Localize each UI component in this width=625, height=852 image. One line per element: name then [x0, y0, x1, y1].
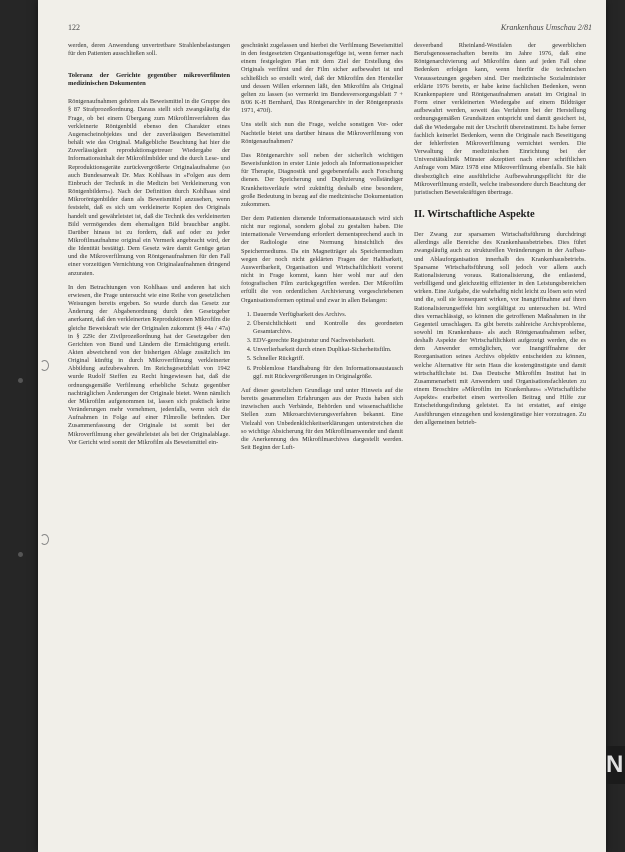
column2-paragraph: Der dem Patienten dienende Informationsaustausch wird sich nicht nur regional, sondern global zu gestalten haben. Die internationale Verwendung erfordert dementsprechend auch in der Radiologie eine Normung hinsichtlich des Speichermediums. Da ein Magnetträger als Speichermedium wegen der noch nicht geklärten Fragen der Haltbarkeit, Auswertbarkeit, Organisation und Wirtschaftlichkeit vorerst nicht in Frage kommt, kann hier wohl nur auf den fotografischen Film zurückgegriffen werden. Der Mikrofilm erfüllt die von ordentlichen Archivierung vorgeschriebenen Organisationsformen optimal und zwar in allen Belangen:	[241, 214, 403, 304]
list-item: 6. Problemlose Handhabung für den Informationsaustausch ggf. mit Rückvergrößerungen in Originalgröße.	[253, 365, 403, 381]
section-heading-economic-aspects: II. Wirtschaftliche Aspekte	[414, 208, 535, 220]
column2-paragraph: geschränkt zugelassen und hierbei die Verfilmung Beweismittel in den festgesetzten Organisationsgefüge ist, wenn ferner nach einem festgelegten Plan mit dem Ziel der Erstellung des Originals verfilmt und der Film sicher aufbewahrt ist und schließlich so erstellt wird, daß der Mikrofilm den Hersteller und dessen Willen erkennen läßt, den Mikrofilm als Original gelten zu lassen (so vermerkt im Bundesversorgungsblatt 7 + 8/06 K-H Bernhard, Das Röntgenarchiv in der Röntgenpraxis 1971, 470f).	[241, 42, 403, 115]
running-title: Krankenhaus Umschau 2/81	[500, 23, 592, 32]
edge-tape-label: N	[606, 746, 625, 784]
text-column-3	[414, 42, 586, 842]
column1-paragraph: In den Betrachtungen von Kohlhaas und anderen hat sich erwiesen, die Frage untersucht wie eine Reihe von gesetzlichen Weisungen bereits ergeben. So wurde durch das Gesetz zur Änderung der Abgabenordnung durch den Gesetzgeber anerkannt, daß den verkleinerten Reproduktionen Mikrofilm die gleiche Beweiskraft wie der Originalen zukommt (§ 44a / 47a) in § 229c der Zivilprozeßordnung hat der Gesetzgeber den Gerichten von Bund und Ländern die Ermächtigung erteilt. Akten abweichend von der bisherigen Ablage zusätzlich im Original künftig in durch Mikroverfilmung verkleinerter Abbildung aufzubewahren. Im Reichsgesetzblatt von 1942 wurde Rudolf Steffen zu Recht hingewiesen hat, daß die ordnungsgemäße Verfilmung erhebliche Schutz gegenüber nachträglichen Änderungen der Originale bietet. Wenn nämlich der Mikrofilm aufgenommen ist, lassen sich praktisch keine Veränderungen mehr vornehmen, jedenfalls, wenn sich die Aufnahmen in Folge auf einer Filmrolle befinden. Der Zusammenfassung der Originale ist somit bei der Mikroverfilmung eher gewährleistet als bei der Originalablage. Vor Gericht wird somit der Mikrofilm als Beweismittel ein-	[68, 283, 230, 446]
column1-intro: werden, deren Anwendung unvertretbare Strahlenbelastungen für den Patienten ausschließen soll.	[68, 42, 230, 58]
list-item: 1. Dauernde Verfügbarkeit des Archivs.	[253, 311, 403, 319]
scan-edge-mark	[18, 552, 23, 557]
column2-paragraph: Das Röntgenarchiv soll neben der sicherlich wichtigen Beweisfunktion in erster Linie jedoch als Informationsspeicher für Therapie, Diagnostik und gegebenenfalls auch Forschung dienen. Der Speicherung und Duplizierung vollständiger Krankheitsverläufe wird zukünftig deshalb eine besondere, große Bedeutung in bezug auf die medizinische Dokumentation zukommen.	[241, 151, 403, 208]
list-item: 5. Schneller Rückgriff.	[253, 355, 403, 363]
archive-benefits-list	[241, 311, 403, 381]
list-item: 4. Unverlierbarkeit durch einen Duplikat-Sicherheitsfilm.	[253, 346, 403, 354]
section-heading-tolerance: Toleranz der Gerichte gegenüber mikroverfilmten medizinischen Dokumenten	[68, 72, 230, 88]
text-column-2	[241, 42, 403, 842]
column2-paragraph: Auf dieser gesetzlichen Grundlage und unter Hinweis auf die bereits gesammelten Erfahrungen aus der Praxis haben sich inzwischen auch Verbände, Behörden und wissenschaftliche Stellen zum Mikroarchivierungsverfahren bekannt. Eine Vielzahl von Unbedenklichkeitserklärungen unterstreichen die so wichtige Absicherung für den Mikrofilmanwender und damit die Anerkennung des Mikrofilmarchives dargestellt werden. Seit Beginn der Luft-	[241, 386, 403, 452]
document-page	[38, 0, 606, 852]
binder-hole-mark	[40, 534, 49, 545]
text-column-1	[68, 42, 230, 842]
column3-paragraph: desverband Rheinland-Westfalen der gewerblichen Berufsgenossenschaften bereits im Jahre 1976, daß eine Röntgenarchivierung auf Mikrofilm dann auf jeden Fall ohne Bedenken erfolgen kann, wenn hierfür die technischen Voraussetzungen gegeben sind. Der medizinische Sozialminister erklärte 1976 bereits, er habe keine fachlichen Bedenken, wenn Krankenpapiere und Röntgenaufnahmen anstatt im Original in Form einer verkleinerten Wiedergabe auf einem Bildträger aufbewahrt werden, soweit das Verfahren bei der Herstellung ordnungsgemäßen Grundsätzen entspricht und damit gesichert ist, daß die Wiedergabe mit der Urschrift übereinstimmt. Es habe ferner fachlich keinerlei Bedenken, wenn die Originale nach Beseitigung der fehlerfreien Mikroverfilmung vernichtet werden. Die Verwaltung der medizinischen Einrichtung bei der Universitätsklinik Münster akzeptiert nach einer schriftlichen Anfrage vom März 1978 eine Mikroverfilmung ebenfalls. Sie hält diesbezüglich eine ausführliche Aufbewahrungspflicht für die Mikroverfilmung erstellt, welche insbesondere durch Beachtung der juristischen Beweiskräftigen übertrage.	[414, 42, 586, 196]
column1-paragraph: Röntgenaufnahmen gehören als Beweismittel in die Gruppe des § 87 Strafprozeßordnung. Daraus stellt sich zwangsläufig die Frage, ob bei einem Übergang zum Mikrofilmverfahren das verkleinerte Röntgenbild ebenso den Charakter eines Augenscheinobjektes und der zuverlässigen Beweismittel behält wie das Original. Maßgebliche Beachtung hat hier die Zuverlässigkeit reproduktionsgetreuer Wiedergabe der Informationsinhalt der Mikrofilmbilder und die durch Lese- und Reproduktionsgeräte zurückvergrößerte Originalaufnahme (so auch Bundesanwalt Dr. Max Kohlhaas in »Folgen aus dem Einbruch der Technik in die Medizin bei Verkleinerung von Röntgenbildern«). Nach der Definition durch Kohlhaas sind Mikroröntgenbilder dann als Beweismittel anzusehen, wenn feststeht, daß es sich um verkleinerte Kopien des Originals handelt und gewährleistet ist, daß die Technik des verkleinerten Bild vermögendes dem ehemaligen Bild brauchbar angibt. Darüber hinaus ist zu fordern, daß auf oder zu jeder Mikrofilmaufnahme original ein Vermerk angebracht wird, der die Identität bestätigt. Dem Gesetz wäre damit Genüge getan und die Mikroverfilmung von Röntgenaufnahmen für den Fall einer vorzeitigen Vernichtung von Originalaufnahmen dringend anzuraten.	[68, 98, 230, 277]
page-header	[68, 23, 592, 35]
scan-edge-mark	[18, 378, 23, 383]
column3-paragraph: Der Zwang zur sparsamen Wirtschaftsführung durchdringt allerdings alle Bereiche des Krankenhausbetriebes. Dies führt zwangsläufig auch zu strukturellen Veränderungen in der Aufbau- und Ablauforganisation innerhalb des Krankenhausbetriebs. Sparsame Wirtschaftsführung soll jedoch vor allem auch Rationalisierung voraus. Rationalisierung, die entlastend, verbilligend und gleichzeitig effizienter in den Leistungsbereichen wirken. Eine Aufgabe, die wahrhaftig nicht leicht zu lösen sein wird und die, soll sie konsequent wirken, vor Inangriffnahme auf ihren Rationalisierungseffekt hin sorgfältigst zu untersuchen ist. Wird dies vernachlässigt, so können die getroffenen Maßnahmen in ihr Gegenteil umschlagen. Es gibt bereits zahlreiche Archivprobleme, sowohl im Krankenhaus- als auch Röntgenaufnahmen selber, deshalb Aspekte der Wirtschaftlichkeit aufgezeigt werden, die es dem Anwender ermöglichen, vor Inangriffnahme der Reorganisation seines Archivs objektiv entscheiden zu können, welche Alternative für sein Haus die kostengünstigste und damit wirtschaftlichste ist. Das Deutsche Mikrofilm Institut hat in Zusammenarbeit mit Anwendern und Organisationsfachleuten zu einem Broschüre »Mikrofilm im Krankenhaus« »Wirtschaftliche Aspekte« erarbeitet einen wertvollen Beitrag und Hilfe zur Entscheidungsfindung geleistet. Es ist erstattet, auf einige Ausführungen einzugehen und kostengünstige hier vorzutragen. Zu den allgemeinen betrieb-	[414, 231, 586, 426]
list-item: 3. EDV-gerechte Registratur und Nachweisbarkeit.	[253, 337, 403, 345]
binder-hole-mark	[40, 360, 49, 371]
column2-paragraph: Uns stellt sich nun die Frage, welche sonstigen Vor- oder Nachteile bietet uns darüber hinaus die Mikroverfilmung von Röntgenaufnahmen?	[241, 121, 403, 145]
list-item: 2. Übersichtlichkeit und Kontrolle des geordneten Gesamtarchivs.	[253, 320, 403, 336]
page-number: 122	[68, 23, 80, 32]
